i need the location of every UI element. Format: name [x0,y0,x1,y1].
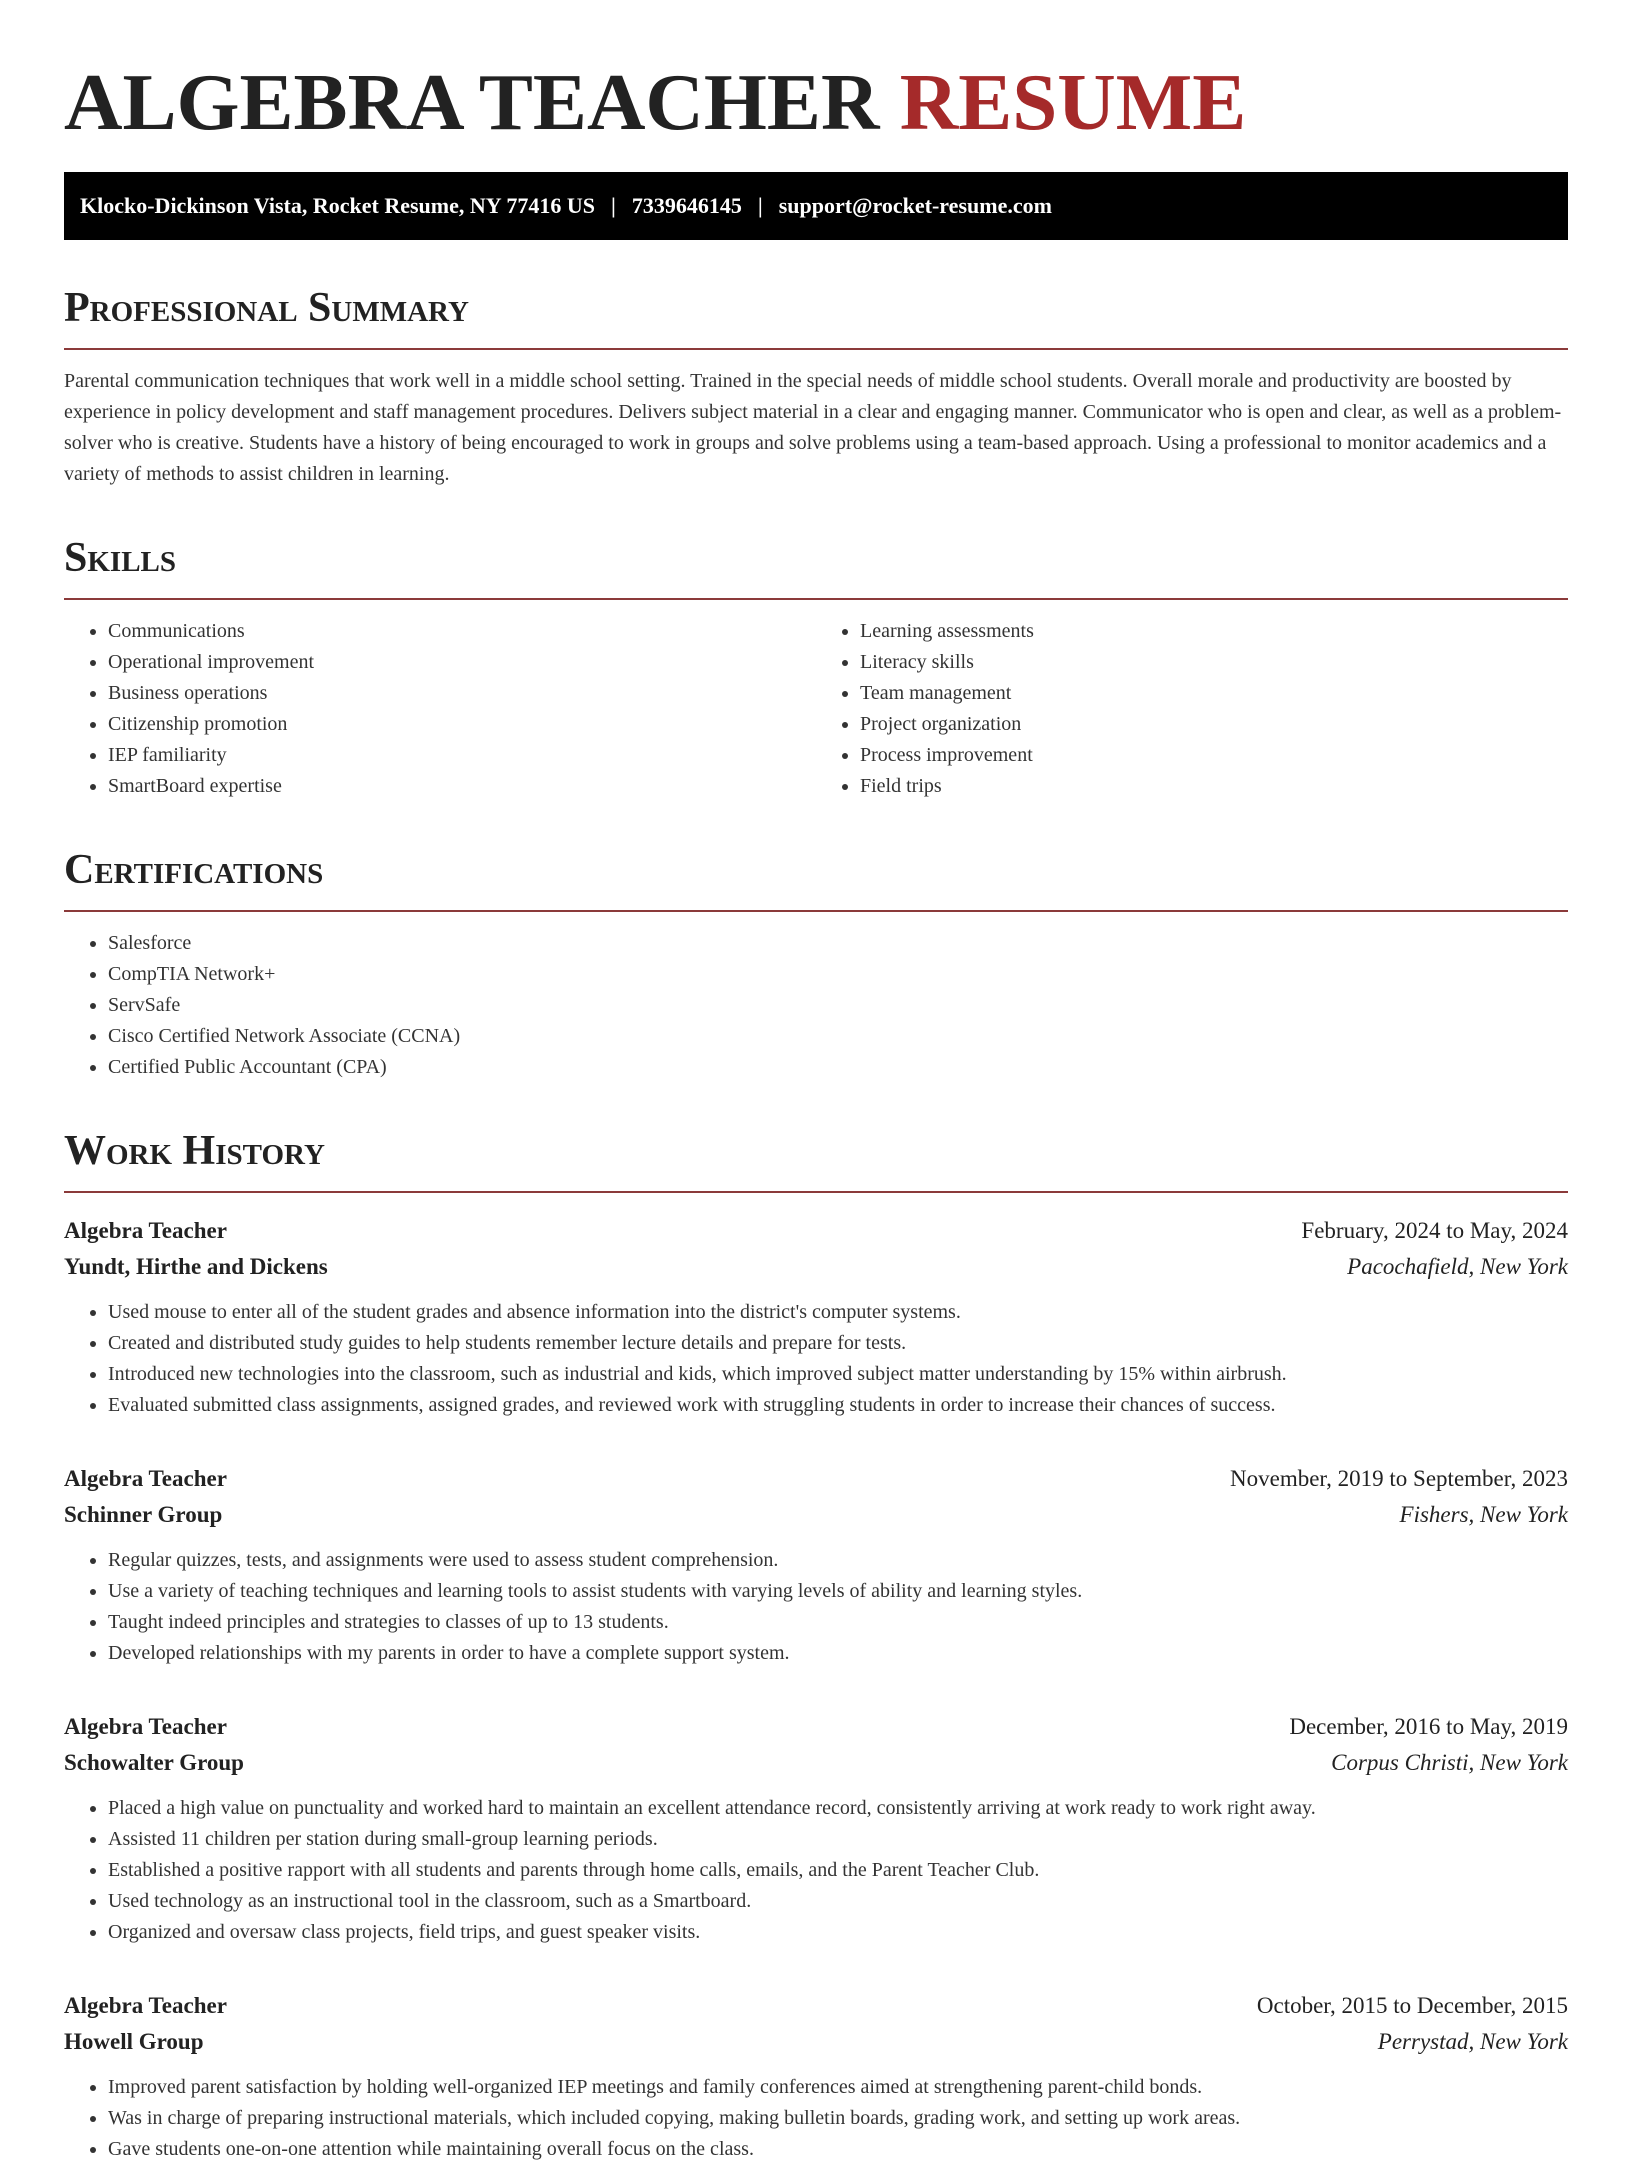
job-location: Perrystad, New York [1377,2029,1568,2054]
certification-item: • CompTIA Network+ [108,959,1568,990]
job-bullet: • Used mouse to enter all of the student grades and absence information into the district's computer systems. [108,1297,1568,1328]
resume-title [64,52,1568,152]
job-dates: October, 2015 to December, 2015 [1256,1993,1568,2018]
job-entry [64,1988,1568,2165]
job-company: Schowalter Group [64,1750,244,1775]
job-bullet: • Developed relationships with my parents in order to have a complete support system. [108,1638,1568,1669]
job-bullet: • Was in charge of preparing instructional materials, which included copying, making bulletin boards, grading work, and setting up work areas. [108,2103,1568,2134]
job-bullet: • Assisted 11 children per station during small-group learning periods. [108,1824,1568,1855]
certification-item: • Salesforce [108,928,1568,959]
certification-item: • ServSafe [108,990,1568,1021]
job-dates: December, 2016 to May, 2019 [1289,1714,1568,1739]
skills-column-left [64,616,816,802]
skill-item: • Operational improvement [108,647,816,678]
contact-email: support@rocket-resume.com [778,193,1052,218]
certification-item: • Cisco Certified Network Associate (CCNA) [108,1021,1568,1052]
job-title: Algebra Teacher [64,1993,227,2018]
certifications-list [64,928,1568,1083]
skill-item: • IEP familiarity [108,740,816,771]
contact-separator: | [757,193,763,218]
job-bullets [64,1545,1568,1669]
certifications-heading: Certifications [64,846,1568,912]
skill-item: • Communications [108,616,816,647]
contact-address: Klocko-Dickinson Vista, Rocket Resume, NY 77416 US [80,193,595,218]
job-bullet: • Used technology as an instructional tool in the classroom, such as a Smartboard. [108,1886,1568,1917]
job-location: Fishers, New York [1399,1502,1568,1527]
contact-bar [64,172,1568,240]
skill-item: • Process improvement [860,740,1568,771]
job-bullet: • Introduced new technologies into the classroom, such as industrial and kids, which improved subject matter understanding by 15% within airbrush. [108,1359,1568,1390]
job-bullet: • Use a variety of teaching techniques and learning tools to assist students with varying levels of ability and learning styles. [108,1576,1568,1607]
job-bullet: • Placed a high value on punctuality and worked hard to maintain an excellent attendance record, consistently arriving at work ready to work right away. [108,1793,1568,1824]
skill-item: • Literacy skills [860,647,1568,678]
job-entry [64,1709,1568,1948]
job-bullet: • Organized and oversaw class projects, field trips, and guest speaker visits. [108,1917,1568,1948]
skill-item: • Citizenship promotion [108,709,816,740]
job-bullets [64,2072,1568,2165]
summary-text: Parental communication techniques that work well in a middle school setting. Trained in the special needs of middle school students. Overall morale and productivity are boosted by experience in policy development and staff management procedures. Delivers subject material in a clear and engaging manner. Communicator who is open and clear, as well as a problem-solver who is creative. Students have a history of being encouraged to work in groups and solve problems using a team-based approach. Using a professional to monitor academics and a variety of methods to assist children in learning. [64,370,1562,485]
title-accent: RESUME [899,57,1247,147]
work-history-heading: Work History [64,1127,1568,1193]
job-company: Schinner Group [64,1502,223,1527]
skill-item: • SmartBoard expertise [108,771,816,802]
contact-separator: | [610,193,616,218]
certification-item: • Certified Public Accountant (CPA) [108,1052,1568,1083]
contact-phone: 7339646145 [631,193,742,218]
job-title: Algebra Teacher [64,1714,227,1739]
job-title: Algebra Teacher [64,1466,227,1491]
job-title: Algebra Teacher [64,1218,227,1243]
job-bullets [64,1793,1568,1948]
skills-heading: Skills [64,534,1568,600]
skill-item: • Business operations [108,678,816,709]
job-company: Yundt, Hirthe and Dickens [64,1254,328,1279]
skill-item: • Field trips [860,771,1568,802]
job-bullet: • Improved parent satisfaction by holding well-organized IEP meetings and family conferences aimed at strengthening parent-child bonds. [108,2072,1568,2103]
skill-item: • Project organization [860,709,1568,740]
job-bullet: • Gave students one-on-one attention while maintaining overall focus on the class. [108,2134,1568,2165]
job-bullet: • Created and distributed study guides to help students remember lecture details and prepare for tests. [108,1328,1568,1359]
job-dates: November, 2019 to September, 2023 [1230,1466,1568,1491]
job-entry [64,1213,1568,1421]
job-location: Corpus Christi, New York [1331,1750,1568,1775]
job-location: Pacochafield, New York [1347,1254,1568,1279]
job-bullet: • Evaluated submitted class assignments, assigned grades, and reviewed work with struggling students in order to increase their chances of success. [108,1390,1568,1421]
skill-item: • Team management [860,678,1568,709]
job-entry [64,1461,1568,1669]
skills-column-right [816,616,1568,802]
job-dates: February, 2024 to May, 2024 [1301,1218,1568,1243]
job-company: Howell Group [64,2029,204,2054]
job-bullet: • Established a positive rapport with all students and parents through home calls, emails, and the Parent Teacher Club. [108,1855,1568,1886]
summary-heading: Professional Summary [64,284,1568,350]
skill-item: • Learning assessments [860,616,1568,647]
skills-list [64,600,1568,802]
title-main: ALGEBRA TEACHER [64,57,880,147]
job-bullet: • Regular quizzes, tests, and assignments were used to assess student comprehension. [108,1545,1568,1576]
job-bullet: • Taught indeed principles and strategies to classes of up to 13 students. [108,1607,1568,1638]
resume-page [64,52,1568,2165]
job-bullets [64,1297,1568,1421]
